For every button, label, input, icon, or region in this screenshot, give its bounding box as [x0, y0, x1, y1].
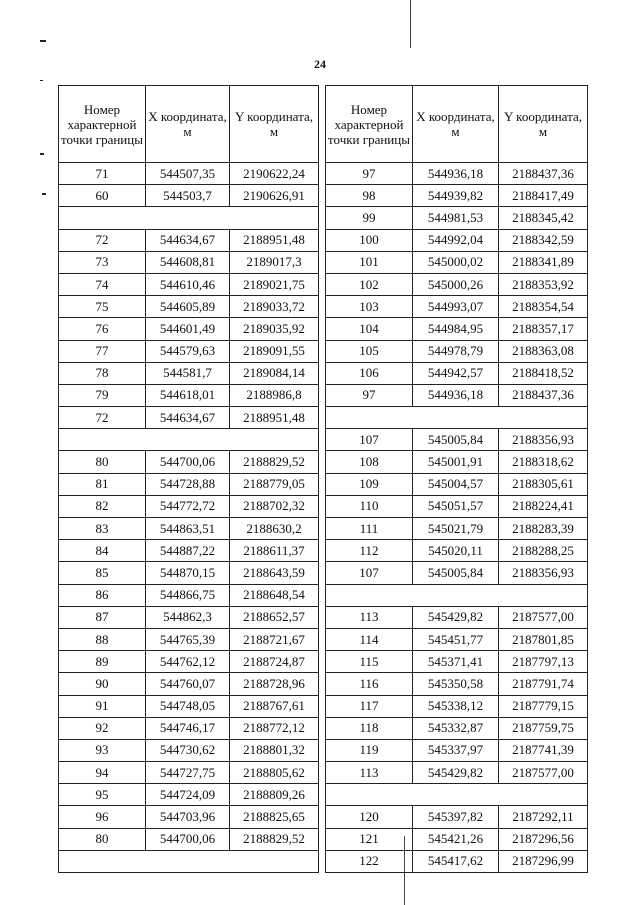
table-row — [59, 584, 319, 606]
header-point: Номер характерной точки границы — [59, 86, 146, 163]
margin-mark — [40, 80, 43, 81]
table-separator-row — [59, 850, 319, 872]
table-row — [326, 762, 588, 784]
y-coordinate-cell: 2188829,52 — [230, 828, 319, 850]
table-row — [59, 407, 319, 429]
table-row — [326, 207, 588, 229]
x-coordinate-cell: 544942,57 — [413, 362, 499, 384]
x-coordinate-cell: 545371,41 — [413, 651, 499, 673]
x-coordinate-cell: 545000,26 — [413, 273, 499, 295]
table-row — [59, 251, 319, 273]
table-row — [326, 273, 588, 295]
y-coordinate-cell: 2188342,59 — [499, 229, 588, 251]
table-separator-row — [59, 207, 319, 229]
table-row — [326, 828, 588, 850]
point-number-cell: 81 — [59, 473, 146, 495]
x-coordinate-cell: 544863,51 — [146, 518, 230, 540]
point-number-cell: 98 — [326, 185, 413, 207]
point-number-cell: 116 — [326, 673, 413, 695]
point-number-cell: 107 — [326, 562, 413, 584]
point-number-cell: 84 — [59, 540, 146, 562]
table-row — [59, 273, 319, 295]
table-row — [59, 784, 319, 806]
y-coordinate-cell: 2189084,14 — [230, 362, 319, 384]
x-coordinate-cell: 544936,18 — [413, 384, 499, 406]
y-coordinate-cell: 2189033,72 — [230, 296, 319, 318]
y-coordinate-cell: 2187296,99 — [499, 850, 588, 872]
table-row — [326, 739, 588, 761]
x-coordinate-cell: 545021,79 — [413, 518, 499, 540]
x-coordinate-cell: 544978,79 — [413, 340, 499, 362]
table-row — [59, 628, 319, 650]
y-coordinate-cell: 2188356,93 — [499, 429, 588, 451]
point-number-cell: 93 — [59, 739, 146, 761]
point-number-cell: 78 — [59, 362, 146, 384]
y-coordinate-cell: 2188353,92 — [499, 273, 588, 295]
point-number-cell: 110 — [326, 495, 413, 517]
table-row — [59, 717, 319, 739]
point-number-cell: 76 — [59, 318, 146, 340]
table-row — [326, 717, 588, 739]
x-coordinate-cell: 544746,17 — [146, 717, 230, 739]
header-point: Номер характерной точки границы — [326, 86, 413, 163]
table-row — [59, 163, 319, 185]
x-coordinate-cell: 545338,12 — [413, 695, 499, 717]
point-number-cell: 97 — [326, 384, 413, 406]
coordinates-table-left — [58, 85, 319, 873]
x-coordinate-cell: 544992,04 — [413, 229, 499, 251]
table-row — [326, 628, 588, 650]
table-row — [326, 362, 588, 384]
x-coordinate-cell: 544727,75 — [146, 762, 230, 784]
point-number-cell: 71 — [59, 163, 146, 185]
point-number-cell: 60 — [59, 185, 146, 207]
x-coordinate-cell: 544581,7 — [146, 362, 230, 384]
x-coordinate-cell: 545001,91 — [413, 451, 499, 473]
x-coordinate-cell: 544984,95 — [413, 318, 499, 340]
separator-cell — [326, 784, 588, 806]
point-number-cell: 72 — [59, 407, 146, 429]
point-number-cell: 87 — [59, 606, 146, 628]
y-coordinate-cell: 2188829,52 — [230, 451, 319, 473]
table-row — [326, 163, 588, 185]
x-coordinate-cell: 544610,46 — [146, 273, 230, 295]
point-number-cell: 102 — [326, 273, 413, 295]
y-coordinate-cell: 2188801,32 — [230, 739, 319, 761]
x-coordinate-cell: 544870,15 — [146, 562, 230, 584]
point-number-cell: 113 — [326, 762, 413, 784]
y-coordinate-cell: 2187577,00 — [499, 606, 588, 628]
table-row — [59, 540, 319, 562]
table-row — [59, 185, 319, 207]
x-coordinate-cell: 545350,58 — [413, 673, 499, 695]
point-number-cell: 77 — [59, 340, 146, 362]
point-number-cell: 80 — [59, 451, 146, 473]
x-coordinate-cell: 544601,49 — [146, 318, 230, 340]
x-coordinate-cell: 544634,67 — [146, 229, 230, 251]
point-number-cell: 111 — [326, 518, 413, 540]
y-coordinate-cell: 2187779,15 — [499, 695, 588, 717]
point-number-cell: 107 — [326, 429, 413, 451]
y-coordinate-cell: 2188702,32 — [230, 495, 319, 517]
table-row — [326, 229, 588, 251]
x-coordinate-cell: 544507,35 — [146, 163, 230, 185]
y-coordinate-cell: 2189017,3 — [230, 251, 319, 273]
table-row — [59, 340, 319, 362]
separator-cell — [326, 584, 588, 606]
x-coordinate-cell: 544936,18 — [413, 163, 499, 185]
table-row — [326, 518, 588, 540]
y-coordinate-cell: 2188805,62 — [230, 762, 319, 784]
x-coordinate-cell: 544700,06 — [146, 828, 230, 850]
point-number-cell: 114 — [326, 628, 413, 650]
x-coordinate-cell: 544728,88 — [146, 473, 230, 495]
y-coordinate-cell: 2187741,39 — [499, 739, 588, 761]
header-y: Y координата, м — [230, 86, 319, 163]
y-coordinate-cell: 2188652,57 — [230, 606, 319, 628]
y-coordinate-cell: 2187797,13 — [499, 651, 588, 673]
margin-mark — [40, 40, 46, 42]
margin-mark — [42, 193, 46, 195]
x-coordinate-cell: 544748,05 — [146, 695, 230, 717]
y-coordinate-cell: 2188283,39 — [499, 518, 588, 540]
table-row — [326, 318, 588, 340]
x-coordinate-cell: 544579,63 — [146, 340, 230, 362]
point-number-cell: 109 — [326, 473, 413, 495]
y-coordinate-cell: 2187577,00 — [499, 762, 588, 784]
x-coordinate-cell: 545000,02 — [413, 251, 499, 273]
table-row — [59, 451, 319, 473]
point-number-cell: 75 — [59, 296, 146, 318]
table-row — [59, 828, 319, 850]
point-number-cell: 104 — [326, 318, 413, 340]
table-row — [326, 296, 588, 318]
x-coordinate-cell: 544772,72 — [146, 495, 230, 517]
table-row — [59, 362, 319, 384]
y-coordinate-cell: 2188951,48 — [230, 407, 319, 429]
y-coordinate-cell: 2188356,93 — [499, 562, 588, 584]
point-number-cell: 80 — [59, 828, 146, 850]
header-x: X координата, м — [413, 86, 499, 163]
table-row — [326, 806, 588, 828]
x-coordinate-cell: 544760,07 — [146, 673, 230, 695]
table-row — [59, 651, 319, 673]
table-row — [326, 185, 588, 207]
y-coordinate-cell: 2188951,48 — [230, 229, 319, 251]
x-coordinate-cell: 545337,97 — [413, 739, 499, 761]
table-row — [59, 695, 319, 717]
point-number-cell: 79 — [59, 384, 146, 406]
y-coordinate-cell: 2188345,42 — [499, 207, 588, 229]
fold-line-top — [410, 0, 411, 48]
x-coordinate-cell: 545020,11 — [413, 540, 499, 562]
table-row — [326, 384, 588, 406]
point-number-cell: 82 — [59, 495, 146, 517]
table-row — [59, 296, 319, 318]
table-row — [59, 562, 319, 584]
table-row — [59, 606, 319, 628]
y-coordinate-cell: 2188724,87 — [230, 651, 319, 673]
table-row — [326, 540, 588, 562]
y-coordinate-cell: 2187292,11 — [499, 806, 588, 828]
x-coordinate-cell: 545451,77 — [413, 628, 499, 650]
x-coordinate-cell: 545421,26 — [413, 828, 499, 850]
point-number-cell: 89 — [59, 651, 146, 673]
point-number-cell: 86 — [59, 584, 146, 606]
x-coordinate-cell: 544866,75 — [146, 584, 230, 606]
point-number-cell: 99 — [326, 207, 413, 229]
point-number-cell: 91 — [59, 695, 146, 717]
point-number-cell: 83 — [59, 518, 146, 540]
y-coordinate-cell: 2188354,54 — [499, 296, 588, 318]
table-row — [326, 451, 588, 473]
table-separator-row — [326, 784, 588, 806]
y-coordinate-cell: 2188779,05 — [230, 473, 319, 495]
table-row — [59, 473, 319, 495]
x-coordinate-cell: 545397,82 — [413, 806, 499, 828]
x-coordinate-cell: 545005,84 — [413, 562, 499, 584]
y-coordinate-cell: 2188305,61 — [499, 473, 588, 495]
x-coordinate-cell: 544981,53 — [413, 207, 499, 229]
table-row — [326, 473, 588, 495]
table-row — [326, 695, 588, 717]
table-separator-row — [326, 407, 588, 429]
y-coordinate-cell: 2188418,52 — [499, 362, 588, 384]
table-row — [59, 229, 319, 251]
point-number-cell: 88 — [59, 628, 146, 650]
y-coordinate-cell: 2188767,61 — [230, 695, 319, 717]
y-coordinate-cell: 2188224,41 — [499, 495, 588, 517]
point-number-cell: 112 — [326, 540, 413, 562]
y-coordinate-cell: 2187791,74 — [499, 673, 588, 695]
y-coordinate-cell: 2188363,08 — [499, 340, 588, 362]
y-coordinate-cell: 2188437,36 — [499, 384, 588, 406]
x-coordinate-cell: 544939,82 — [413, 185, 499, 207]
y-coordinate-cell: 2188648,54 — [230, 584, 319, 606]
x-coordinate-cell: 544993,07 — [413, 296, 499, 318]
x-coordinate-cell: 544730,62 — [146, 739, 230, 761]
point-number-cell: 106 — [326, 362, 413, 384]
point-number-cell: 122 — [326, 850, 413, 872]
x-coordinate-cell: 544634,67 — [146, 407, 230, 429]
point-number-cell: 113 — [326, 606, 413, 628]
point-number-cell: 92 — [59, 717, 146, 739]
y-coordinate-cell: 2188728,96 — [230, 673, 319, 695]
header-y: Y координата, м — [499, 86, 588, 163]
y-coordinate-cell: 2188437,36 — [499, 163, 588, 185]
table-row — [59, 673, 319, 695]
y-coordinate-cell: 2188643,59 — [230, 562, 319, 584]
y-coordinate-cell: 2188341,89 — [499, 251, 588, 273]
x-coordinate-cell: 544887,22 — [146, 540, 230, 562]
point-number-cell: 90 — [59, 673, 146, 695]
y-coordinate-cell: 2188630,2 — [230, 518, 319, 540]
header-x: X координата, м — [146, 86, 230, 163]
x-coordinate-cell: 544700,06 — [146, 451, 230, 473]
y-coordinate-cell: 2188318,62 — [499, 451, 588, 473]
y-coordinate-cell: 2188809,26 — [230, 784, 319, 806]
separator-cell — [59, 850, 319, 872]
x-coordinate-cell: 544765,39 — [146, 628, 230, 650]
table-row — [59, 384, 319, 406]
point-number-cell: 103 — [326, 296, 413, 318]
point-number-cell: 101 — [326, 251, 413, 273]
point-number-cell: 100 — [326, 229, 413, 251]
x-coordinate-cell: 545051,57 — [413, 495, 499, 517]
point-number-cell: 72 — [59, 229, 146, 251]
table-body-right — [326, 163, 588, 873]
x-coordinate-cell: 544605,89 — [146, 296, 230, 318]
x-coordinate-cell: 545004,57 — [413, 473, 499, 495]
y-coordinate-cell: 2189035,92 — [230, 318, 319, 340]
table-row — [59, 762, 319, 784]
table-row — [326, 673, 588, 695]
y-coordinate-cell: 2188611,37 — [230, 540, 319, 562]
point-number-cell: 74 — [59, 273, 146, 295]
table-row — [59, 318, 319, 340]
separator-cell — [59, 207, 319, 229]
table-row — [326, 495, 588, 517]
y-coordinate-cell: 2188986,8 — [230, 384, 319, 406]
table-separator-row — [59, 429, 319, 451]
separator-cell — [326, 407, 588, 429]
point-number-cell: 105 — [326, 340, 413, 362]
point-number-cell: 115 — [326, 651, 413, 673]
table-row — [59, 518, 319, 540]
x-coordinate-cell: 545429,82 — [413, 606, 499, 628]
x-coordinate-cell: 544618,01 — [146, 384, 230, 406]
x-coordinate-cell: 545332,87 — [413, 717, 499, 739]
table-header-row — [326, 86, 588, 163]
point-number-cell: 117 — [326, 695, 413, 717]
table-row — [59, 739, 319, 761]
y-coordinate-cell: 2187296,56 — [499, 828, 588, 850]
point-number-cell: 118 — [326, 717, 413, 739]
separator-cell — [59, 429, 319, 451]
x-coordinate-cell: 544503,7 — [146, 185, 230, 207]
point-number-cell: 120 — [326, 806, 413, 828]
x-coordinate-cell: 544762,12 — [146, 651, 230, 673]
y-coordinate-cell: 2188417,49 — [499, 185, 588, 207]
y-coordinate-cell: 2188288,25 — [499, 540, 588, 562]
x-coordinate-cell: 544862,3 — [146, 606, 230, 628]
x-coordinate-cell: 545417,62 — [413, 850, 499, 872]
point-number-cell: 73 — [59, 251, 146, 273]
table-row — [326, 251, 588, 273]
y-coordinate-cell: 2188357,17 — [499, 318, 588, 340]
margin-mark — [40, 153, 44, 155]
y-coordinate-cell: 2187801,85 — [499, 628, 588, 650]
table-row — [326, 850, 588, 872]
table-row — [326, 340, 588, 362]
y-coordinate-cell: 2187759,75 — [499, 717, 588, 739]
coordinates-table-right — [325, 85, 588, 873]
table-separator-row — [326, 584, 588, 606]
y-coordinate-cell: 2188721,67 — [230, 628, 319, 650]
point-number-cell: 108 — [326, 451, 413, 473]
table-row — [326, 562, 588, 584]
y-coordinate-cell: 2189091,55 — [230, 340, 319, 362]
x-coordinate-cell: 545429,82 — [413, 762, 499, 784]
table-row — [59, 806, 319, 828]
y-coordinate-cell: 2190626,91 — [230, 185, 319, 207]
table-row — [59, 495, 319, 517]
point-number-cell: 119 — [326, 739, 413, 761]
point-number-cell: 96 — [59, 806, 146, 828]
point-number-cell: 95 — [59, 784, 146, 806]
table-row — [326, 651, 588, 673]
x-coordinate-cell: 545005,84 — [413, 429, 499, 451]
table-row — [326, 606, 588, 628]
y-coordinate-cell: 2190622,24 — [230, 163, 319, 185]
table-header-row — [59, 86, 319, 163]
y-coordinate-cell: 2189021,75 — [230, 273, 319, 295]
table-body-left — [59, 163, 319, 873]
y-coordinate-cell: 2188772,12 — [230, 717, 319, 739]
point-number-cell: 97 — [326, 163, 413, 185]
x-coordinate-cell: 544724,09 — [146, 784, 230, 806]
point-number-cell: 121 — [326, 828, 413, 850]
point-number-cell: 85 — [59, 562, 146, 584]
y-coordinate-cell: 2188825,65 — [230, 806, 319, 828]
point-number-cell: 94 — [59, 762, 146, 784]
x-coordinate-cell: 544703,96 — [146, 806, 230, 828]
page-number: 24 — [314, 57, 326, 71]
table-row — [326, 429, 588, 451]
x-coordinate-cell: 544608,81 — [146, 251, 230, 273]
